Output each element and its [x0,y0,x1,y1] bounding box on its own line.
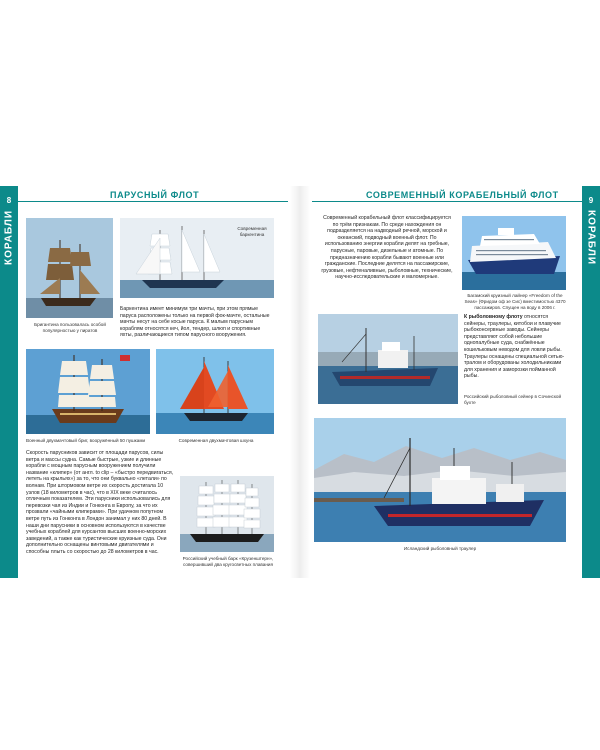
right-page-header [312,190,582,206]
trawler-photo [314,418,566,542]
left-page-number: 8 [6,196,12,205]
left-page-header [18,190,288,206]
kruzenshtern-caption: Российский учебный барк «Крузенштерн», совершивший два кругосветных плавания [182,556,274,567]
brig-caption: Военный двухмачтовый бриг, вооружённый 50 пушками [26,438,146,443]
right-page-number: 9 [588,196,594,205]
book-gutter [290,186,310,578]
kruzenshtern-photo [180,476,274,552]
brigantine-photo [26,218,113,318]
seiner-caption: Российский рыболовный сейнер в Сочинской бухте [464,394,562,405]
schooner-photo [156,349,274,434]
barquentine-photo [120,218,274,298]
modern-fleet-intro-text: Современный корабельный флот классифицируется по трём признакам. По среде нахождения он подразделяется на надводный речной, морской и океанский, подводный военный флот. По использованию энергии корабли делят на гребные, парусные, паровые, дизельные и атомные. По предназначению корабли бывают военные или гражданские. Последние делятся на пассажирские, грузовые, нефтеналивные, рыболовные, технические, научно-исследовательские и маломерные. [321,215,453,281]
clipper-speed-text: Скорость парусников зависит от площади парусов, силы ветра и массы судна. Самые быстрые, узкие и длинные корабли с мощным парусным вооружением получили название «клипер» (от англ. to clip – «быстро передвигаться, лететь на крыльях») за то, что они буквально «летали» по волнам. При штормовом ветре их скорость достигала 10 узлов (18 километров в час), что в XIX веке считалось отличным показателем. Эти парусники использовались для перевозки чая из Индии и Гонконга в Европу, за что их прозвали «чайными клиперами». При удачном попутном ветре путь из Гонконга в Лондон занимал у них 80 дней. В наши дни парусники в основном используются в качестве учебных кораблей для курсантов высших военно-морских заведений, а также как туристические круизные суда. Они дополнительно оснащены винтовыми двигателями и способны плыть со скоростью до 28 километров в час. [26,450,174,555]
barquentine-photo-label: Современная баркентина [237,226,267,237]
left-page-title: ПАРУСНЫЙ ФЛОТ [104,190,205,200]
brig-photo [26,349,150,434]
left-section-label: КОРАБЛИ [3,209,15,266]
barquentine-text: Баркентина имеет минимум три мачты, при этом прямые паруса расположены только на первой фок-мачте, остальные мачты несут на себе косые паруса. К малым парусным кораблям относятся кеч, йол, тендер, шлюп и спортивные яхты, различающиеся типом парусного вооружения. [120,306,270,339]
brigantine-caption: Бригантина пользовалась особой популярностью у пиратов [34,322,106,333]
fishing-fleet-rest: относятся сейнеры, траулеры, китобои и плавучие рыбоконсервные заводы. Сейнеры представляют собой небольшие однопалубные суда, снабжённые кошельковым неводом для ловли рыбы. Траулеры оснащены специальной сетью-тралом и оборудованы холодильниками для хранения и заморозки пойманной рыбы. [464,314,565,380]
fishing-fleet-lead: К рыболовному флоту [464,314,523,320]
seiner-photo [318,314,458,404]
trawler-caption: Исландский рыболовный траулер [403,546,477,551]
cruise-liner-caption: Багамский круизный лайнер «Freedom of the Seas» (Фридом оф зе Сис) вместимостью 4370 пассажиров. Спущен на воду в 2006 г. [464,293,566,310]
cruise-liner-photo [462,216,566,290]
fishing-fleet-text [464,314,568,380]
right-section-label: КОРАБЛИ [585,209,597,266]
right-page-title: СОВРЕМЕННЫЙ КОРАБЕЛЬНЫЙ ФЛОТ [360,190,565,200]
schooner-caption: Современная двухмачтовая шхуна [178,438,254,443]
